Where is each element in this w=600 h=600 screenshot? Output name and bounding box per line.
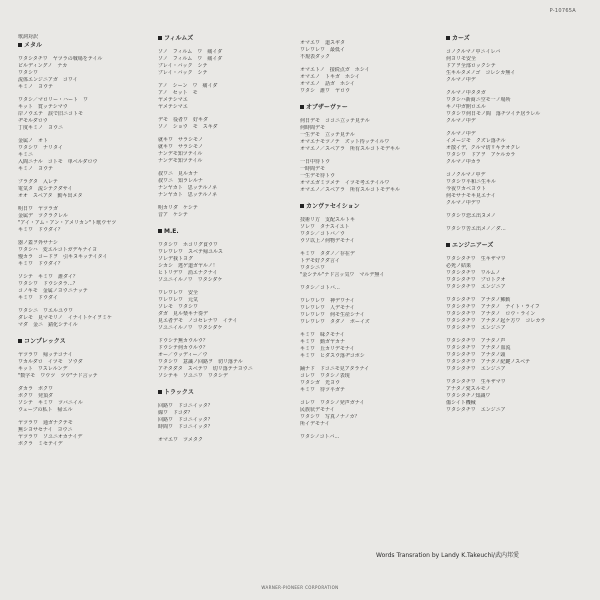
lyric-line: オマエトノ 接続点ガ ホシイ [300, 67, 370, 73]
lyric-line: ドウシテ無カウルウ？ [158, 338, 208, 344]
lyric-line: ウェーブの私ト 帰エル [18, 407, 73, 413]
lyric-line: 一生デモ待トウ [300, 173, 336, 179]
lyric-line: ワタシタチワ エンジニア [446, 366, 506, 372]
verse [446, 213, 581, 220]
lyric-line: ソシテ キミワ 誰ダイ？ [18, 274, 78, 280]
verse [300, 67, 435, 95]
lyric-line: 回路ワ ドコニイッタ？ [158, 417, 213, 423]
square-bullet-icon [446, 36, 450, 40]
square-bullet-icon [446, 243, 450, 247]
lyric-line: ソユニイルノワ ワタシダケ [158, 325, 223, 331]
lyric-line: クルマノ中カラ [446, 159, 481, 165]
lyric-line: プレイ・バック シテ [158, 63, 208, 69]
lyric-line: ソシテキ ソユニワ ワタシデ [158, 373, 228, 379]
lyric-line: コノキモ 金属ノヨウニナッテ [18, 288, 88, 294]
lyric-line: ワタシタチワ アナタノ ロウ・ライン [446, 311, 536, 317]
lyric-line: 見エ者デモ ノコセレナワ イテイ [158, 318, 238, 324]
lyric-line: ワレワレワ 安全 [158, 290, 199, 296]
lyric-line: キミワ ドウダイ？ [18, 261, 63, 267]
lyric-line: オオ スペアタ 動キ出メタ [18, 193, 83, 199]
lyric-line: コノクルマノ中デ [446, 172, 486, 178]
lyric-line: ワタシタチワ エンジニア [446, 407, 506, 413]
verse [18, 240, 153, 268]
verse [158, 242, 293, 284]
verse [300, 434, 435, 441]
lyric-line: クルマノ中デ [446, 118, 476, 124]
verse [18, 56, 153, 91]
lyric-line: ソノ フィルム ワ 痛イダ [158, 49, 223, 55]
song-title [158, 34, 293, 43]
lyric-line: クルマノ中デ [446, 131, 476, 137]
song-title [18, 337, 153, 346]
lyric-line: ワタシ／コトバ／ウ [300, 231, 345, 237]
translation-credit: Words Transration by Landy K.Takeuchi/武内邦愛 [376, 552, 519, 559]
lyric-line: ワタシタチワ ワルムノ [446, 270, 501, 276]
lyrics-section [18, 34, 153, 329]
song-title [300, 202, 435, 211]
lyric-line: 岸ノウエテ 涙で旧ニコトモ [18, 111, 84, 117]
song-title [300, 103, 435, 112]
song-title-text: カンヴァセイション [306, 203, 360, 210]
lyrics-section [300, 40, 435, 95]
verse [300, 298, 435, 326]
lyric-line: キミワ ドウダイ？ [18, 227, 63, 233]
lyric-line: ソユニイルノワ ワタシダケ [158, 277, 223, 283]
lyric-line: クルマノ中デワ [446, 200, 481, 206]
lyric-line: ワタシタチワ アナタノ紀鍵ノスベテ [446, 359, 531, 365]
verse [300, 40, 435, 61]
lyrics-column-1 [18, 34, 153, 456]
song-title-text: エンジニアーズ [452, 242, 494, 249]
lyric-line: ワレワレワ 元気 [158, 297, 199, 303]
lyric-line: ワタシワ ホコリグ食ウワ [158, 242, 218, 248]
square-bullet-icon [18, 43, 22, 47]
catalog-code: P-10765A [549, 8, 576, 14]
verse [18, 386, 153, 414]
lyric-line: ワタシニ ワエルユウワ [18, 308, 73, 314]
lyric-line: ウソ以上ノ何物デモナイ [300, 238, 355, 244]
verse [300, 366, 435, 394]
lyric-line: ワタシタチワ アナタノ声 [446, 338, 506, 344]
verse [18, 420, 153, 448]
lyrics-section [158, 34, 293, 219]
lyrics-section [158, 227, 293, 380]
lyric-line: 金属デ ツクラクレル [18, 213, 68, 219]
verse [446, 379, 581, 414]
lyric-line: キット ワスレルンデ [18, 366, 68, 372]
lyric-line: オマエガミツメテ イツモ考エテイルワ [300, 180, 390, 186]
lyric-line: ソレモ ワタシワ [158, 304, 198, 310]
lyric-line: 無シヨサセナイ ヨウニ [18, 427, 73, 433]
lyric-line: ワタシタチノ知識ワ [446, 393, 491, 399]
lyric-line: ワタシワ平和ニ生キル [446, 179, 496, 185]
lyric-line: 傷シイト機械 [446, 400, 476, 406]
verse [300, 159, 435, 194]
lyric-line: ワタシタチワ アナタノ ナイト・ライフ [446, 304, 540, 310]
lyric-line: "数字モ ワウツ ツウ"ナド言ッテ [18, 373, 98, 379]
lyric-line: 不規表ダック [300, 54, 331, 60]
lyric-line: 一時間デモ [300, 166, 326, 172]
lyric-line: 民族状デモナイ [300, 407, 335, 413]
lyric-line: ビルディングノ ナカ [18, 63, 68, 69]
lyric-line: 回路ワ ドコニイッタ？ [158, 403, 213, 409]
lyric-line: ワタシタチワ 生キザマワ [446, 379, 506, 385]
verse [158, 290, 293, 332]
verse [158, 137, 293, 165]
verse [158, 49, 293, 77]
lyric-line: 所イデモナイ [300, 421, 330, 427]
song-title-text: フィルムズ [164, 35, 194, 42]
verse [300, 285, 435, 292]
lyric-line: ワタシワ何日モノ間 落チツイテ居ラレル [446, 111, 541, 117]
lyric-line: ダカラ ボクワ [18, 386, 54, 392]
verse [158, 403, 293, 431]
lyric-line: ソシテ キミワ ツバニイル [18, 400, 83, 406]
lyric-line: シカシ 逃ゲ道ガヤルノ！ [158, 263, 218, 269]
song-title [158, 388, 293, 397]
lyric-line: オマエナモツノテ ズット待ッテイルワ [300, 139, 390, 145]
lyric-line: キミワ 味クモナイ [300, 332, 345, 338]
lyric-line: コレワ ワタシノ発声ガナイ [300, 400, 365, 406]
lyric-line: キミワ タダノ／存在デ [300, 251, 355, 257]
lyric-line: 流体エンジニアガ コワイ [18, 77, 78, 83]
lyric-line: ワタシ 誰ワ ヤロウ [300, 88, 350, 94]
lyrics-section [18, 337, 153, 448]
lyric-line: ボクラ ミセテイデ [18, 441, 63, 447]
lyric-line: ワタシワ 意識ノ回路ヲ 切リ落テル [158, 359, 243, 365]
lyric-line: ワタシガ 光ヨウ [300, 380, 340, 386]
lyric-line: 何時間デモ [300, 125, 326, 131]
lyric-line: ワレワレワ スベテ帰ユルス [158, 249, 223, 255]
lyric-line: キミノ ヨウテ [18, 84, 54, 90]
verse [300, 332, 435, 360]
lyric-line: 何ヨリモ安全 [446, 56, 477, 62]
lyric-line: 今夜ワカベヨウト [446, 186, 487, 192]
lyric-line: ダレモ 見マモリノ イナイトケイヲミケ [18, 315, 113, 321]
lyric-line: ワタシタチワ アナタノ血流 [446, 345, 511, 351]
lyric-line: ヤメテシマエ [158, 97, 188, 103]
lyric-line: ワタシタチワ プロトクオ [446, 277, 506, 283]
song-title-text: トラックス [164, 389, 194, 396]
lyric-line: 生キルタメノゴ コレシカ無イ [446, 70, 516, 76]
lyric-line: オー／ウッディー／ウ [158, 352, 208, 358]
lyric-line: ヤメテシマエ [158, 104, 188, 110]
verse [300, 400, 435, 428]
lyric-line: ドウシテ何カウルウ？ [158, 345, 208, 351]
lyric-line: 何モサナモキ見エナイ [446, 193, 496, 199]
verse [18, 206, 153, 234]
lyrics-section [158, 388, 293, 444]
lyric-line: 叔ワニ 見ルカナ [158, 171, 199, 177]
lyric-line: キミノ ヨウテ [18, 166, 54, 172]
lyric-line: ワタシ／マロリー・ハート ワ [18, 97, 88, 103]
lyric-line: オマエワ 道スギタ [300, 40, 345, 46]
lyric-line: ワタシノコトバ… [300, 434, 340, 440]
lyric-line: マダ 金ニ 錆化シテイル [18, 322, 78, 328]
verse [18, 138, 153, 173]
lyric-line: 明日ワ ヤツラガ [18, 206, 59, 212]
lyric-line: ワレワレワ 最低イ [300, 47, 346, 53]
lyric-line: ナンデモ知ツテイル [158, 158, 203, 164]
verse [446, 256, 581, 291]
lyric-line: ワレワレワ タダノ ボーイズ [300, 319, 370, 325]
song-title [18, 41, 153, 50]
lyrics-section [300, 202, 435, 441]
publisher-footer: WARNER-PIONEER CORPORATION [261, 585, 339, 590]
lyric-line: ヤツラワ 通ガナクテモ [18, 420, 73, 426]
lyric-line: ナンデモ知ツテイル [158, 151, 203, 157]
lyric-line: イメージモ クズレ落チル [446, 138, 506, 144]
lyric-line: ワタシニワ [300, 265, 325, 271]
lyric-line: ナンヤカト 思ッテルノネ [158, 192, 218, 198]
lyric-line: 入間ニナル コトモ 単ベルダロウ [18, 159, 98, 165]
song-title [158, 227, 293, 236]
lyric-line: ワタシハ新商ニ空モ一ノ場所 [446, 97, 511, 103]
lyric-line: コノクルマノ中ニイレバ [446, 49, 501, 55]
square-bullet-icon [300, 204, 304, 208]
verse [18, 179, 153, 200]
lyric-line: 一生デモ 立ッテ見テル [300, 132, 355, 138]
verse [158, 117, 293, 131]
lyric-line: 就キワ サラシモノ [158, 144, 203, 150]
lyrics-section [446, 34, 581, 233]
lyric-line: ワタシタチワ エンジニア [446, 284, 506, 290]
lyric-line: ソレワ タナスイユト [300, 224, 350, 230]
square-bullet-icon [300, 105, 304, 109]
verse [300, 251, 435, 279]
lyric-line: キノ中ガ開ロエル [446, 104, 486, 110]
lyric-line: トデモ好クダ言イ [300, 258, 340, 264]
lyric-line: ワレワレワ 神デワナイ [300, 298, 355, 304]
lyric-line: ワタシワ [18, 70, 38, 76]
lyric-line: プラグタ 入レテ [18, 179, 58, 185]
song-title [446, 241, 581, 250]
lyric-line: ダガ 見ル楽キナ奏デ [158, 311, 209, 317]
lyric-line: 技術リ方 支配スルトキ [300, 217, 356, 223]
square-bullet-icon [18, 339, 22, 343]
lyric-line: ワタシワ ナリタイ [18, 145, 63, 151]
lyrics-column-2 [158, 34, 293, 452]
verse [300, 118, 435, 153]
lyric-line: ワタシワ ドウシタラ…？ [18, 281, 78, 287]
song-title-text: オブザーヴァー [306, 104, 348, 111]
lyric-line: クルマノ中タタガ [446, 90, 486, 96]
lyric-line: オマエワ ツメタク [158, 437, 203, 443]
lyric-line: ワタシワ恋エ出ヌメノ [446, 213, 496, 219]
lyric-line: キット 賞ッテシマウ [18, 104, 68, 110]
lyric-line: コレワ ワタシノ表現 [300, 373, 350, 379]
lyric-line: ワタシワ ドアヲ アケルカラ [446, 152, 516, 158]
lyric-line: クルマノ中デ [446, 77, 476, 83]
verse [18, 274, 153, 302]
lyric-line: 踊ナド ドコニモ見アタラナイ [300, 366, 370, 372]
song-title-text: メタル [24, 42, 43, 49]
lyric-line: 音ア ケシテ [158, 212, 188, 218]
verse [446, 226, 581, 233]
lyric-line: ドアヲ全部ロックシテ [446, 63, 496, 69]
lyric-line: 一日中待トウ [300, 159, 331, 165]
lyric-line: キミワ 丘カリデモナイ [300, 346, 355, 352]
lyric-line: アナタノ愛スルモノ [446, 386, 491, 392]
lyric-line: "金シテル"ナド言ッ気ワ マルデ無イ [300, 272, 385, 278]
verse [158, 171, 293, 199]
lyric-line: 必死ノ結果 [446, 263, 472, 269]
lyric-line: キミワ ヒダスウ落ヂコポシ [300, 353, 365, 359]
lyric-line: アノ セット モ [158, 90, 198, 96]
lyric-line: キミニ [18, 152, 34, 158]
lyric-line: キミワ ドウダイ [18, 295, 58, 301]
lyric-line: ワタシタチワ エンジニア [446, 325, 506, 331]
lyric-line: ソノ ショウ モ スキダ [158, 124, 218, 130]
lyric-line: ワタシタチワ 生キザマワ [446, 256, 506, 262]
lyric-line: ワレワレワ 何モ生産シナイ [300, 312, 365, 318]
lyric-line: 電気タ 流シテクダサイ [18, 186, 73, 192]
square-bullet-icon [158, 229, 162, 233]
verse [446, 131, 581, 166]
lyric-line: 線ワ ドコダ？ [158, 410, 193, 416]
lyric-line: ヤツラワ ソユニオカナイデ [18, 434, 83, 440]
song-title [446, 34, 581, 43]
lyric-line: ワタシワ苦エ出メノ／ダ… [446, 226, 506, 232]
lyric-line: ヤツラワ 帰ッテコナイ [18, 352, 73, 358]
lyric-line: 丁度キミノ ヨウニ [18, 125, 64, 131]
lyric-line: 器ノ蓋ヲ外サナシ [18, 240, 58, 246]
verse [446, 49, 581, 84]
verse [158, 437, 293, 444]
lyric-line: ワタシワ 写真ノナノカ？ [300, 414, 360, 420]
lyric-line: ワレワレワ 人デモナイ [300, 305, 355, 311]
lyric-line: オマエノ トキガ ホシイ [300, 74, 360, 80]
lyric-line: ワカルダロ イツモ ソウダ [18, 359, 83, 365]
lyric-line: デモ 役者ワ 好キダ [158, 117, 208, 123]
verse [18, 352, 153, 380]
lyric-line: オマエノ 話ガ ホシイ [300, 81, 355, 87]
song-title-text: コンプレックス [24, 338, 66, 345]
lyric-line: ワタシタチワ アナタノ起ケ方ワ コレカラ [446, 318, 546, 324]
lyric-line: ヒトリデワ 消エナクナイ [158, 270, 218, 276]
lyric-line: 慢カラ コードヲ 引キヌキッテイタイ [18, 254, 108, 260]
lyric-line: オ散イデ、クルマ切リキテオクレ [446, 145, 521, 151]
verse [18, 97, 153, 132]
verse [446, 90, 581, 125]
lyric-line: ワタシタチワ アナタノ郵動 [446, 297, 511, 303]
lyric-line: 何日デモ ココニ立ッテ見テル [300, 118, 370, 124]
lyric-line: ソレデ我トヨグ [158, 256, 194, 262]
verse [446, 297, 581, 332]
square-bullet-icon [158, 36, 162, 40]
lyric-line: 就キワ サラシモノ [158, 137, 203, 143]
lyrics-column-3 [300, 34, 435, 449]
lyric-line: 時間ワ ドコニイッタ？ [158, 424, 213, 430]
lyric-line: 明カリダ ケシテ [158, 205, 198, 211]
lyric-line: ナンヤカト 思ッテルノネ [158, 185, 218, 191]
lyric-line: ボクワ 発頂ダ [18, 393, 54, 399]
lyric-line: ワタシ／コトバ… [300, 285, 340, 291]
lyric-line: ワタシタチワ アナタノ頭 [446, 352, 506, 358]
lyric-line: ワタシタチワ ヤツラの戦場をテイル [18, 56, 103, 62]
lyric-line: 金属ノ オト [18, 138, 49, 144]
verse [18, 308, 153, 329]
lyric-line: "アイ・アム・アン・アメリカン"ト歌ウヤツ [18, 220, 117, 226]
lyrics-section [300, 103, 435, 194]
verse [446, 338, 581, 373]
lyric-line: キミワ 動ガヤカナ [300, 339, 346, 345]
verse [158, 205, 293, 219]
square-bullet-icon [158, 390, 162, 394]
lyric-line: ソノ フィルム ワ 痛イダ [158, 56, 223, 62]
lyric-line: プレイ・バック シテ [158, 70, 208, 76]
lyric-line: オマエノ／スペアラ 所有スルコトモデキル [300, 187, 400, 193]
lyrics-column-4 [446, 34, 581, 422]
song-title-text: M.E. [164, 228, 179, 235]
song-title-text: カーズ [452, 35, 470, 42]
lyric-line: 叔ワニ 知ラレルナ [158, 178, 203, 184]
lyric-line: オマエノ／スペアラ 所有スルコトモデキル [300, 146, 400, 152]
lyric-line: キミワ 待ツ平ガテ [300, 387, 346, 393]
lyrics-section [446, 241, 581, 414]
lyric-line: ワタシハ 変エルコトガデキナイヨ [18, 247, 98, 253]
lyric-line: ヂモルダロウ [18, 118, 48, 124]
verse [158, 83, 293, 111]
lyric-line: アチタダタ スベテワ 切リ落テナヨウニ [158, 366, 253, 372]
section-prefix: 歌詞対訳 [18, 34, 39, 40]
lyric-line: アノ シーン ワ 痛イダ [158, 83, 218, 89]
verse [300, 217, 435, 245]
verse [446, 172, 581, 207]
verse [158, 338, 293, 380]
